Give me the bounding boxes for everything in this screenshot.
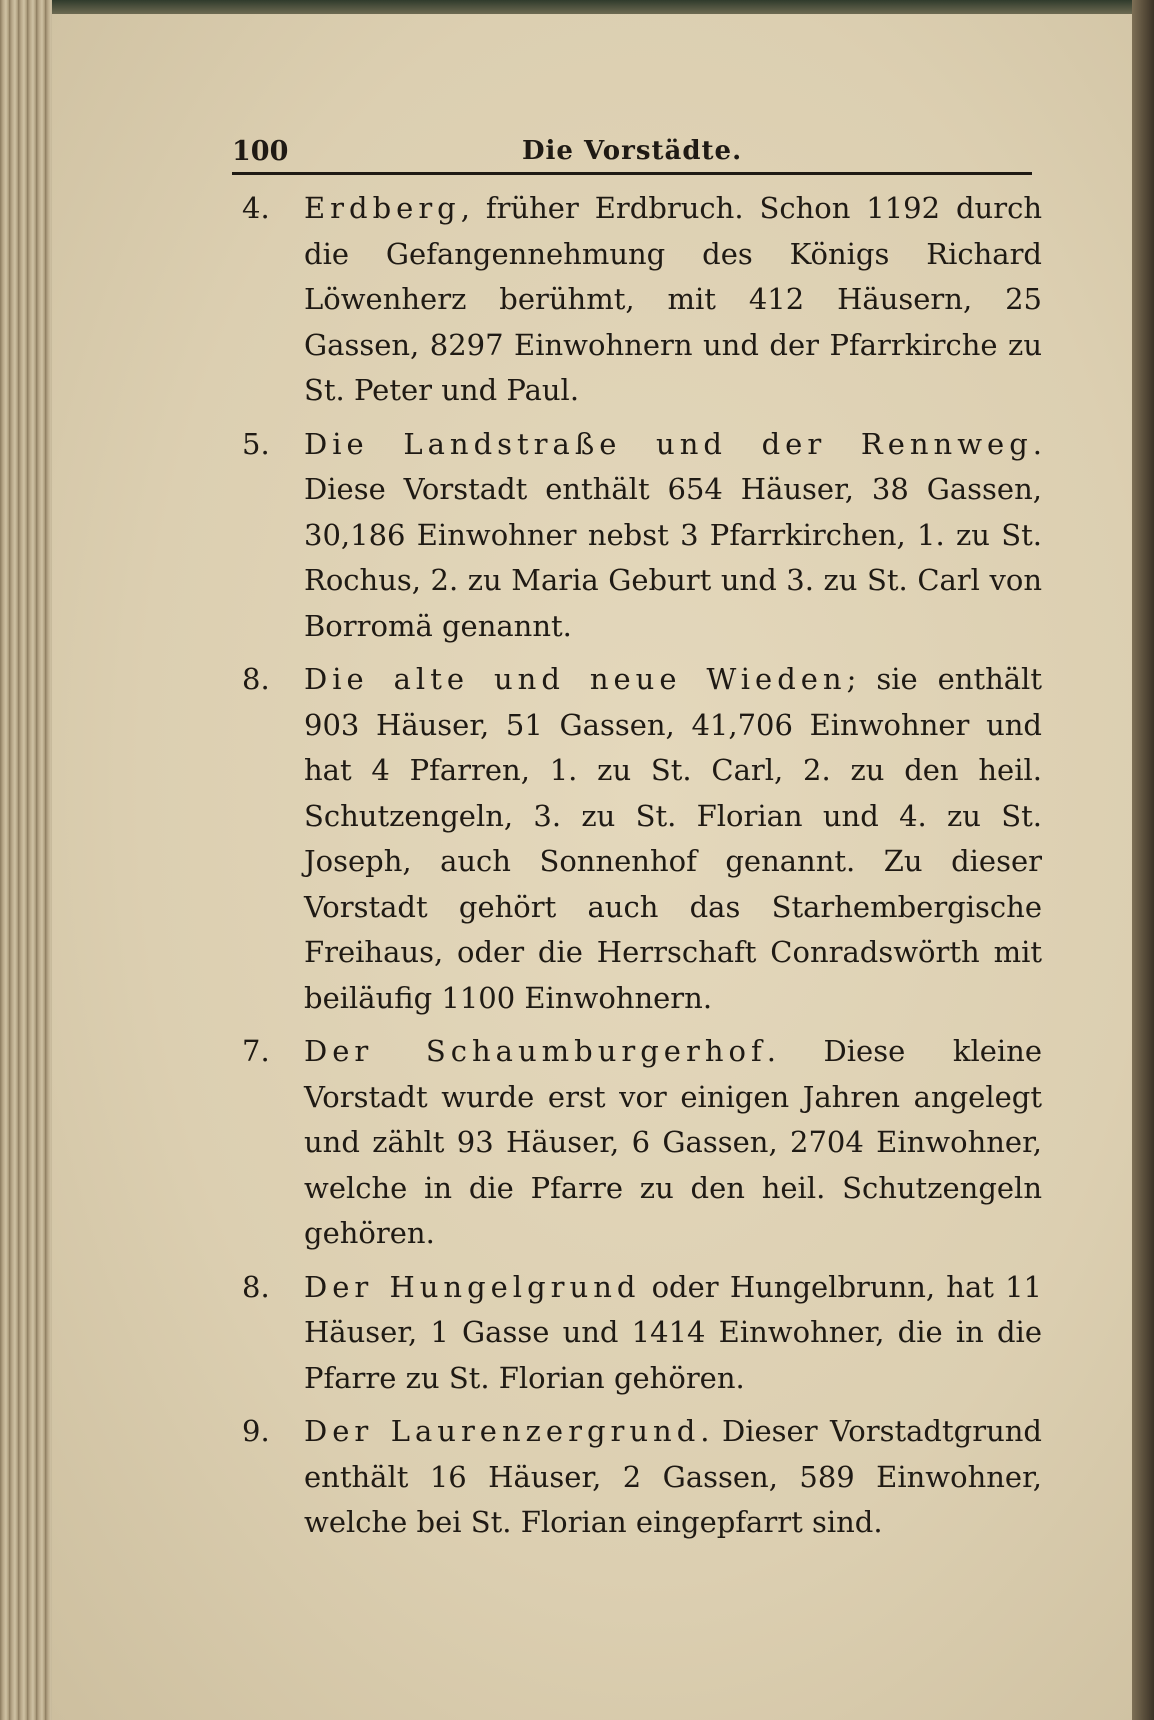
- list-item: [242, 186, 1042, 414]
- book-page-edges-right: [1132, 0, 1154, 1720]
- entry-number: 8.: [242, 1269, 270, 1304]
- book-top-edge: [0, 0, 1154, 14]
- page-number: 100: [232, 136, 289, 167]
- list-item: [242, 1029, 1042, 1257]
- entry-number: 4.: [242, 191, 270, 225]
- entry-text: . Diese kleine Vorstadt wurde erst vor einigen Jahren angelegt und zählt 93 Häuser, 6 Gassen, 2704 Einwohner, welche in die Pfarre zu den heil. Schutzengeln gehören.: [304, 1034, 1042, 1250]
- entry-name: Die alte und neue Wieden: [304, 662, 847, 696]
- entry-name: Der Laurenzergrund: [304, 1414, 701, 1448]
- entry-name: Der Schaumburgerhof: [304, 1034, 767, 1068]
- suburb-list: [242, 186, 1042, 1554]
- entry-text: . Diese Vorstadt enthält 654 Häuser, 38 Gassen, 30,186 Einwohner nebst 3 Pfarrkirchen, 1. zu St. Rochus, 2. zu Maria Geburt und 3. zu St. Carl von Borromä genannt.: [304, 426, 1042, 643]
- entry-text: ; sie enthält 903 Häuser, 51 Gassen, 41,706 Einwohner und hat 4 Pfarren, 1. zu St. Carl, 2. zu den heil. Schutzengeln, 3. zu St. Florian und 4. zu St. Joseph, auch Sonnenhof genannt. Zu dieser Vorstadt gehört auch das Starhembergische Freihaus, oder die Herrschaft Conradswörth mit beiläufig 1100 Einwohnern.: [304, 662, 1042, 1015]
- entry-number: 8.: [242, 662, 270, 696]
- entry-text: oder Hungelbrunn, hat 11 Häuser, 1 Gasse und 1414 Einwohner, die in die Pfarre zu St. Florian gehören.: [304, 1269, 1042, 1395]
- book-page-edges-left: [0, 0, 52, 1720]
- entry-name: Der Hungelgrund: [304, 1269, 641, 1304]
- list-item: [242, 657, 1042, 1021]
- entry-number: 7.: [242, 1034, 270, 1068]
- entry-name: Die Landstraße und der Rennweg: [304, 426, 1033, 461]
- entry-name: Erdberg: [304, 191, 461, 225]
- running-title: Die Vorstädte.: [522, 136, 743, 166]
- list-item: [242, 422, 1042, 650]
- entry-number: 9.: [242, 1414, 270, 1448]
- entry-number: 5.: [242, 426, 270, 461]
- list-item: [242, 1409, 1042, 1546]
- entry-text: . Dieser Vorstadtgrund enthält 16 Häuser, 2 Gassen, 589 Einwohner, welche bei St. Florian eingepfarrt sind.: [304, 1414, 1042, 1539]
- header-rule: [232, 172, 1032, 175]
- page-header: [232, 136, 1032, 176]
- list-item: [242, 1265, 1042, 1402]
- entry-text: , früher Erdbruch. Schon 1192 durch die Gefangennehmung des Königs Richard Löwenherz berühmt, mit 412 Häusern, 25 Gassen, 8297 Einwohnern und der Pfarrkirche zu St. Peter und Paul.: [304, 191, 1042, 407]
